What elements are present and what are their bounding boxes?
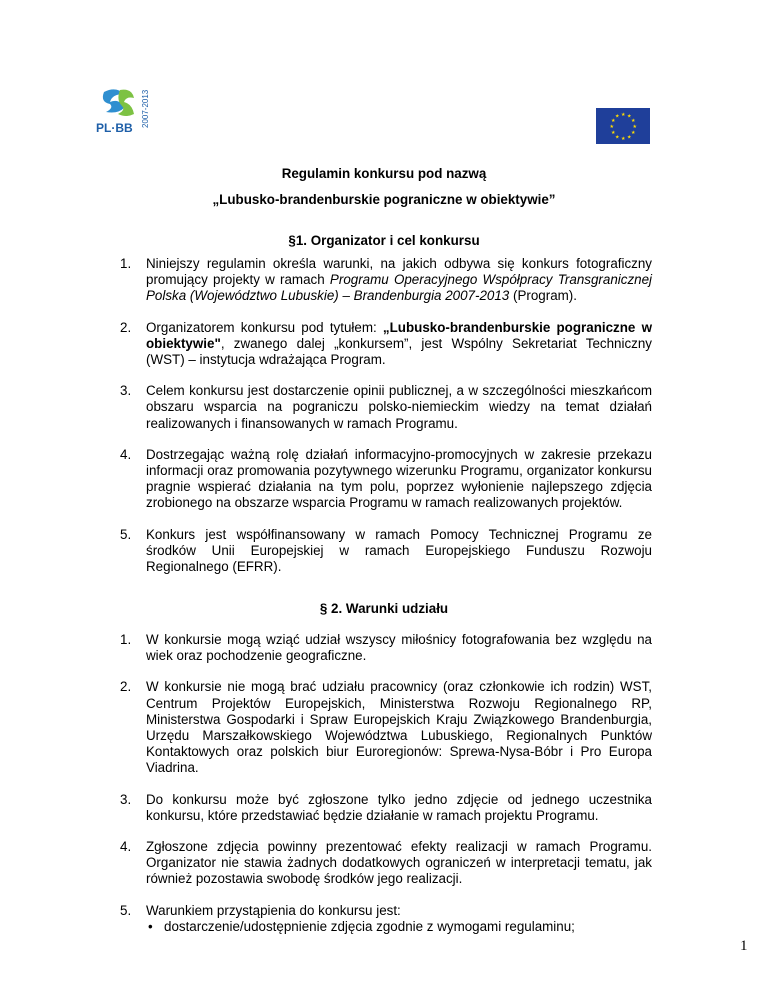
list-item: 4. Zgłoszone zdjęcia powinny prezentować efekty realizacji w ramach Programu. Organizator nie stawia żadnych dodatkowych ograniczeń w interpretacji tematu, jak również pozostawia swobodę środków jego realizacji.	[120, 839, 652, 887]
svg-text:★: ★	[609, 124, 614, 130]
list-item: 2. W konkursie nie mogą brać udziału pracownicy (oraz członkowie ich rodzin) WST, Centrum Projektów Europejskich, Ministerstwa Rozwoju Regionalnego RP, Ministerstwa Gospodarki i Spraw Europejskich Kraju Związkowego Brandenburgia, Urzędu Marszałkowskiego Województwa Lubuskiego, Regionalnych Punktów Kontaktowych oraz polskich biur Euroregionów: Sprewa-Nysa-Bóbr i Pro Europa Viadrina.	[120, 679, 652, 776]
document-title: Regulamin konkursu pod nazwą	[281, 166, 487, 181]
svg-text:★: ★	[615, 113, 620, 120]
document-subtitle: „Lubusko-brandenburskie pograniczne w obiektywie”	[212, 192, 556, 207]
svg-text:★: ★	[631, 130, 636, 136]
svg-text:★: ★	[627, 113, 632, 120]
svg-text:★: ★	[631, 118, 636, 124]
list-item: 3. Do konkursu może być zgłoszone tylko jedno zdjęcie od jednego uczestnika konkursu, które przedstawiać będzie działanie w ramach projektu Programu.	[120, 791, 652, 823]
svg-text:★: ★	[632, 124, 637, 130]
program-logo	[90, 84, 162, 140]
list-item: 4. Dostrzegając ważną rolę działań informacyjno-promocyjnych w zakresie przekazu informacji oraz promowania pozytywnego wizerunku Programu, organizator konkursu pragnie wspierać działania na tym polu, poprzez wyłonienie najlepszego zdjęcia zrobionego na obszarze wsparcia Programu w ramach realizowanych projektów.	[120, 446, 652, 511]
pl-bb-logo-icon	[90, 84, 162, 140]
list-item: 5. Warunkiem przystąpienia do konkursu jest: • dostarczenie/udostępnienie zdjęcia zgodnie z wymogami regulaminu;	[146, 903, 652, 935]
svg-text:★: ★	[627, 134, 632, 141]
svg-text:★: ★	[621, 136, 626, 142]
svg-text:★: ★	[621, 112, 626, 118]
list-item: 3. Celem konkursu jest dostarczenie opinii publicznej, a w szczególności mieszkańcom obszaru wsparcia na pograniczu polsko-niemieckim wiedzy na temat działań realizowanych i finansowanych w ramach Programu.	[120, 383, 652, 431]
list-item: 5. Konkurs jest współfinansowany w ramach Pomocy Technicznej Programu ze środków Unii Europejskiej w ramach Europejskiego Funduszu Rozwoju Regionalnego (EFRR).	[120, 526, 652, 575]
section-1-list	[120, 256, 653, 590]
bullet-item: • dostarczenie/udostępnienie zdjęcia zgodnie z wymogami regulaminu;	[164, 919, 652, 935]
section-1-heading: §1. Organizator i cel konkursu	[288, 233, 480, 248]
eu-flag	[596, 108, 650, 144]
eu-flag-icon	[596, 108, 650, 144]
svg-text:★: ★	[611, 118, 616, 124]
list-item: 1. W konkursie mogą wziąć udział wszyscy miłośnicy fotografowania bez względu na wiek oraz pochodzenie geograficzne.	[120, 632, 652, 664]
page-number: 1	[740, 938, 748, 954]
svg-text:★: ★	[615, 134, 620, 141]
section-2-heading: § 2. Warunki udziału	[319, 601, 449, 616]
list-item: 1. Niniejszy regulamin określa warunki, na jakich odbywa się konkurs fotograficzny promujący projekty w ramach Programu Operacyjnego Współpracy Transgranicznej Polska (Województwo Lubuskie) – Brandenburgia 2007-2013 (Program).	[120, 256, 653, 304]
svg-text:2007-2013: 2007-2013	[141, 89, 150, 128]
svg-text:★: ★	[611, 130, 616, 136]
bullet-list	[164, 919, 652, 935]
section-2-list	[120, 632, 652, 950]
list-item: 2. Organizatorem konkursu pod tytułem: „Lubusko-brandenburskie pograniczne w obiektywie", zwanego dalej „konkursem”, jest Wspólny Sekretariat Techniczny (WST) – instytucja wdrażająca Program.	[120, 319, 652, 368]
svg-text:PL·BB: PL·BB	[96, 121, 133, 135]
